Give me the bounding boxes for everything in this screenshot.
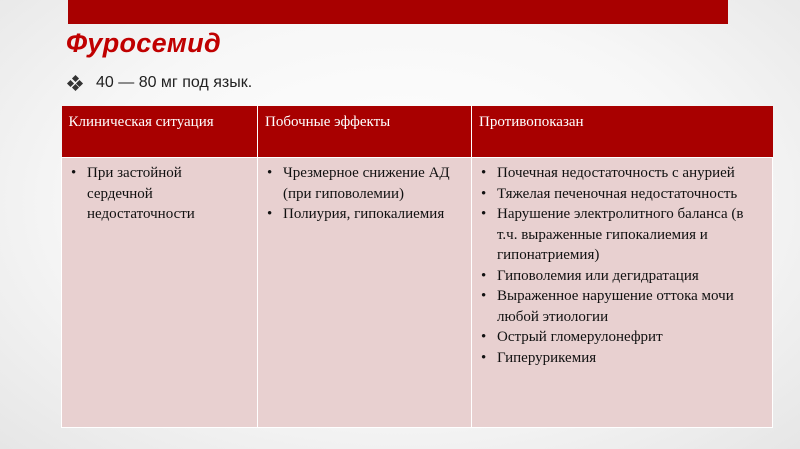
clinical-situation-list — [70, 163, 251, 225]
diamond-bullet-icon — [68, 76, 82, 90]
side-effects-list — [266, 163, 465, 225]
list-item: • Гиповолемия или дегидратация — [480, 266, 766, 287]
contraindications-list — [480, 163, 766, 368]
table-header-row — [62, 106, 773, 158]
dosage-text: 40 — 80 мг под язык. — [96, 74, 253, 91]
header-side-effects: Побочные эффекты — [258, 106, 472, 158]
header-clinical-situation: Клиническая ситуация — [62, 106, 258, 158]
page-title: Фуросемид — [66, 28, 221, 58]
list-item: • Нарушение электролитного баланса (в т.ч. выраженные гипокалиемия и гипонатриемия) — [480, 204, 766, 266]
cell-side-effects — [258, 158, 472, 428]
dosage-line — [68, 71, 252, 95]
list-item: • Чрезмерное снижение АД (при гиповолемии) — [266, 163, 465, 204]
list-item: • Гиперурикемия — [480, 348, 766, 369]
table-row — [62, 158, 773, 428]
drug-info-table — [61, 106, 773, 428]
cell-contraindications — [472, 158, 773, 428]
list-item: • Выраженное нарушение оттока мочи любой этиологии — [480, 286, 766, 327]
list-item: • Острый гломерулонефрит — [480, 327, 766, 348]
list-item: • При застойной сердечной недостаточности — [70, 163, 251, 225]
header-contraindications: Противопоказан — [472, 106, 773, 158]
list-item: • Тяжелая печеночная недостаточность — [480, 184, 766, 205]
cell-clinical-situation — [62, 158, 258, 428]
top-accent-bar — [68, 0, 728, 24]
list-item: • Полиурия, гипокалиемия — [266, 204, 465, 225]
list-item: • Почечная недостаточность с анурией — [480, 163, 766, 184]
